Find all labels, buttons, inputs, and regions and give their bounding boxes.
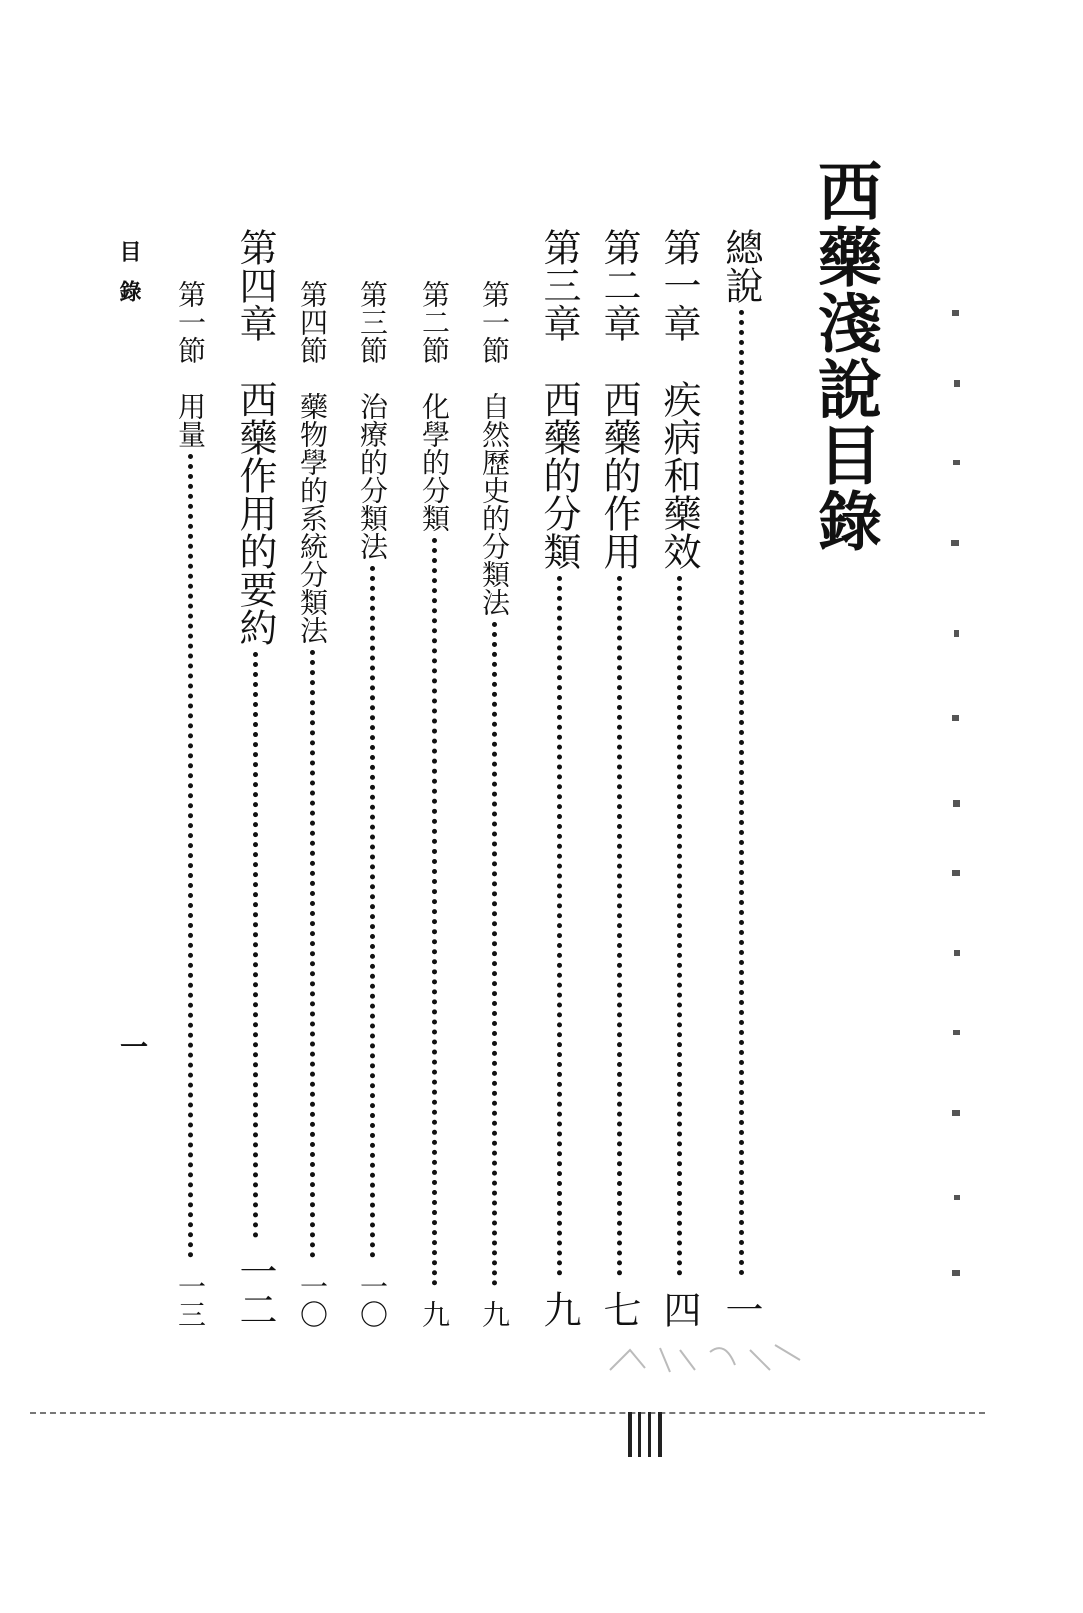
toc-entry-label: 第一節 用量 [174,280,207,448]
toc-entry-label: 第三章 西藥的分類 [537,228,581,570]
toc-entry-label: 第一節 自然歷史的分類法 [478,280,511,616]
toc-entry [418,280,451,1328]
dotted-leader [432,538,437,1286]
toc-entry-page: 一〇 [296,1272,329,1328]
toc-entry [719,228,763,1328]
toc-entry-label: 第二節 化學的分類 [418,280,451,532]
dotted-leader [188,454,193,1258]
toc-entry-label: 第三節 治療的分類法 [356,280,389,560]
page-folio: 一 [116,1032,149,1060]
toc-entry [233,228,277,1328]
toc-entry-page: 一〇 [356,1272,389,1328]
dotted-leader [253,652,258,1238]
faded-stamp-mark [600,1330,810,1380]
toc-entry-label: 總說 [719,228,763,304]
toc-entry-label: 第二章 西藥的作用 [597,228,641,570]
dotted-leader [557,576,562,1276]
toc-entry-page: 四 [657,1290,701,1328]
running-head: 目錄 [116,240,142,320]
dotted-leader [310,650,315,1258]
dotted-leader [370,566,375,1258]
toc-entry [657,228,701,1328]
page-bottom-rule [30,1412,985,1414]
dotted-leader [492,622,497,1286]
toc-entry-page: 九 [478,1300,511,1328]
dotted-leader [617,576,622,1276]
toc-entry [478,280,511,1328]
binding-mark [624,1412,666,1457]
toc-entry [597,228,641,1328]
toc-entry-page: 一二 [233,1252,277,1328]
toc-entry-page: 一三 [174,1272,207,1328]
toc-entry-label: 第四節 藥物學的系統分類法 [296,280,329,644]
dotted-leader [677,576,682,1276]
toc-entry [356,280,389,1328]
toc-entry [296,280,329,1328]
toc-entry [537,228,581,1328]
show-through-marks [942,310,972,1330]
toc-entry-page: 七 [597,1290,641,1328]
book-title: 西藥淺說目錄 [807,158,882,554]
toc-entry [174,280,207,1328]
toc-entry-label: 第四章 西藥作用的要約 [233,228,277,646]
toc-entry-page: 九 [537,1290,581,1328]
toc-entry-page: 九 [418,1300,451,1328]
dotted-leader [739,310,744,1276]
toc-entry-label: 第一章 疾病和藥效 [657,228,701,570]
toc-entry-page: 一 [719,1290,763,1328]
